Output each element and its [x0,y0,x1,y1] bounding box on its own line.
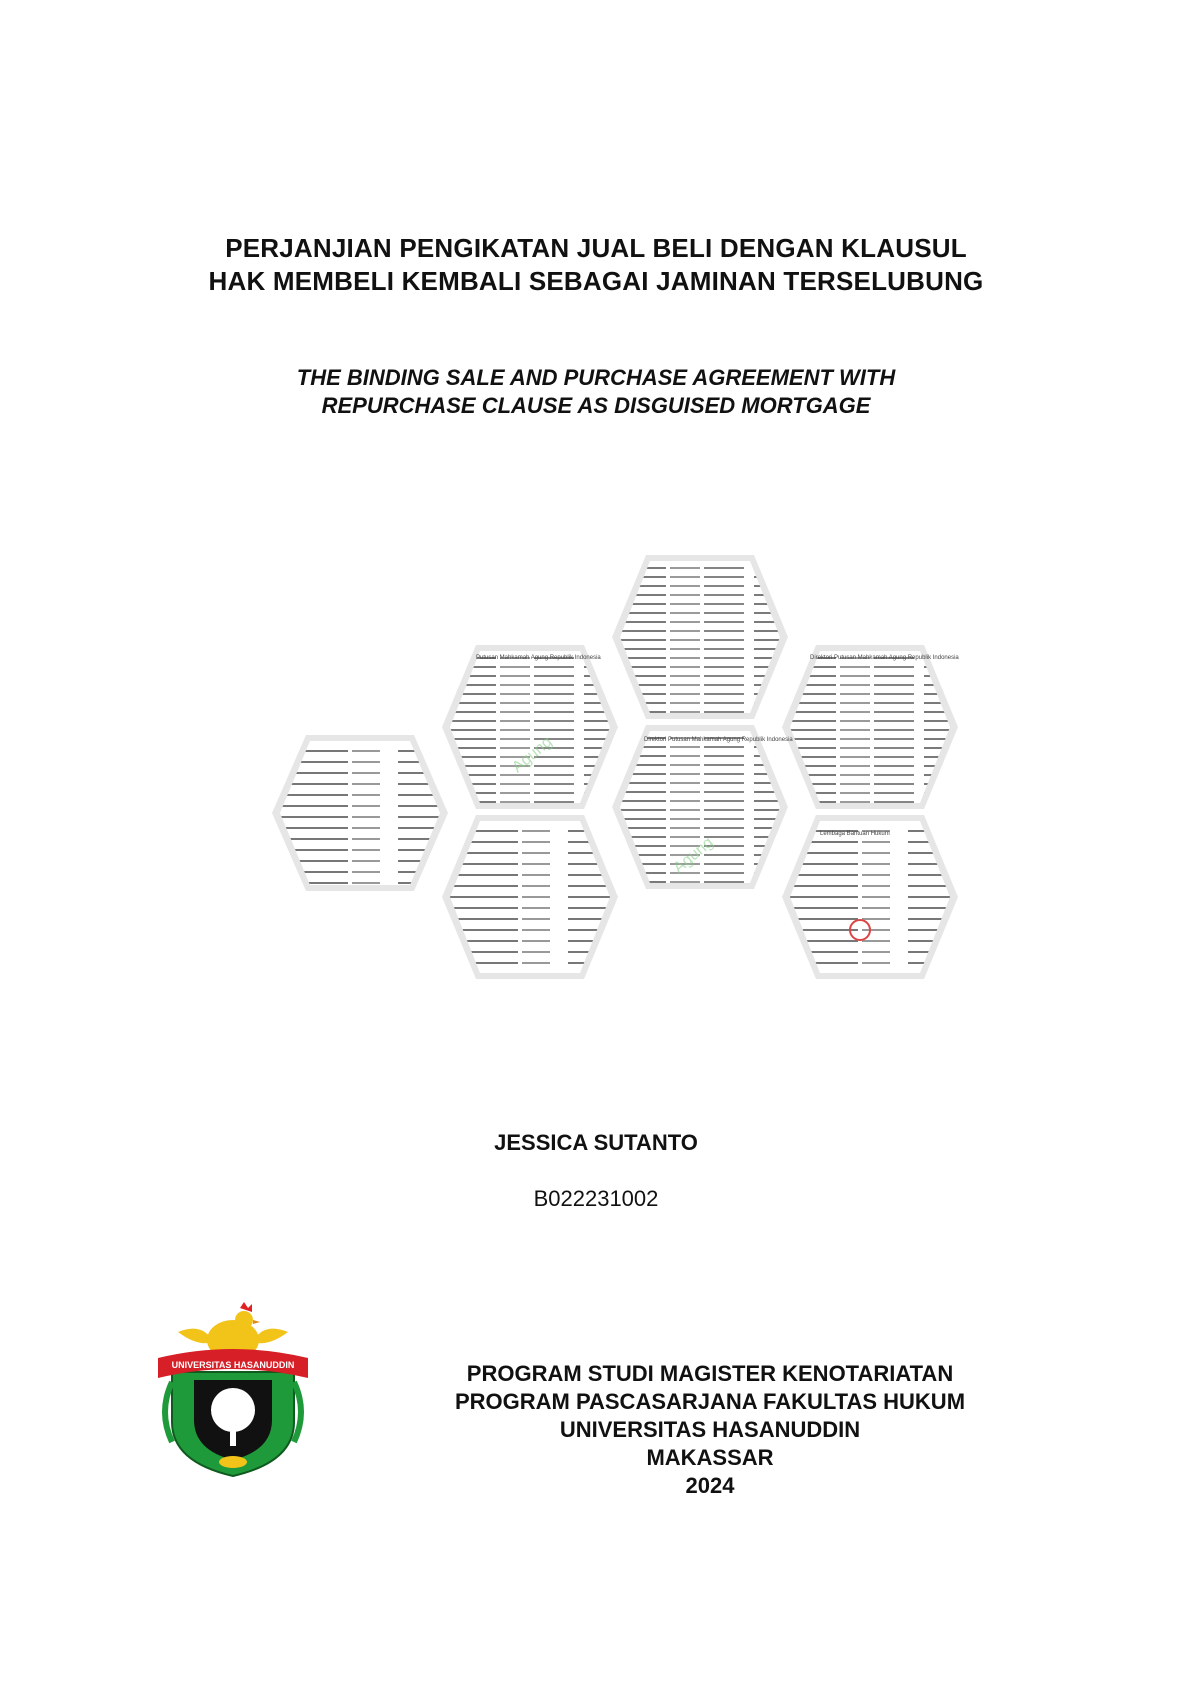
hex-thumbnail-regulations-list [442,815,618,979]
thesis-title [0,232,1192,298]
title-line-1: PERJANJIAN PENGIKATAN JUAL BELI DENGAN KLAUSUL [225,233,967,263]
hex-caption: Putusan Mahkamah Agung Republik Indonesia [476,655,601,661]
subtitle-line-2: REPURCHASE CLAUSE AS DISGUISED MORTGAGE [321,393,871,418]
hex-thumbnail-decision-page [612,555,788,719]
hex-caption: Direktori Putusan Mahkamah Agung Republik Indonesia [810,655,959,661]
student-id: B022231002 [533,1186,659,1211]
hex-thumbnail-letter [782,815,958,979]
document-collage [270,555,980,1010]
university-crest-icon [158,1302,308,1478]
watermark-text: Agung [670,833,717,877]
university: UNIVERSITAS HASANUDDIN [559,1417,861,1442]
author-name: JESSICA SUTANTO [494,1130,698,1155]
city: MAKASSAR [646,1445,774,1470]
study-program: PROGRAM STUDI MAGISTER KENOTARIATAN [466,1361,954,1386]
thesis-title-english [0,364,1192,420]
hex-thumbnail-legal-basis [272,735,448,891]
hex-caption: Lembaga Bantuan Hukum [820,831,890,837]
institution-block [420,1360,1000,1500]
hex-caption: Direktori Putusan Mahkamah Agung Republik Indonesia [644,737,793,743]
hex-thumbnail-directory [612,725,793,889]
hex-thumbnail-verdict [782,645,959,809]
title-line-2: HAK MEMBELI KEMBALI SEBAGAI JAMINAN TERSELUBUNG [208,266,984,296]
year: 2024 [685,1473,735,1498]
faculty: PROGRAM PASCASARJANA FAKULTAS HUKUM [454,1389,966,1414]
logo-banner-text: UNIVERSITAS HASANUDDIN [171,1360,295,1370]
hex-thumbnail-court-decision [442,645,618,809]
watermark-text: Agung [509,733,556,777]
subtitle-line-1: THE BINDING SALE AND PURCHASE AGREEMENT WITH [296,365,896,390]
